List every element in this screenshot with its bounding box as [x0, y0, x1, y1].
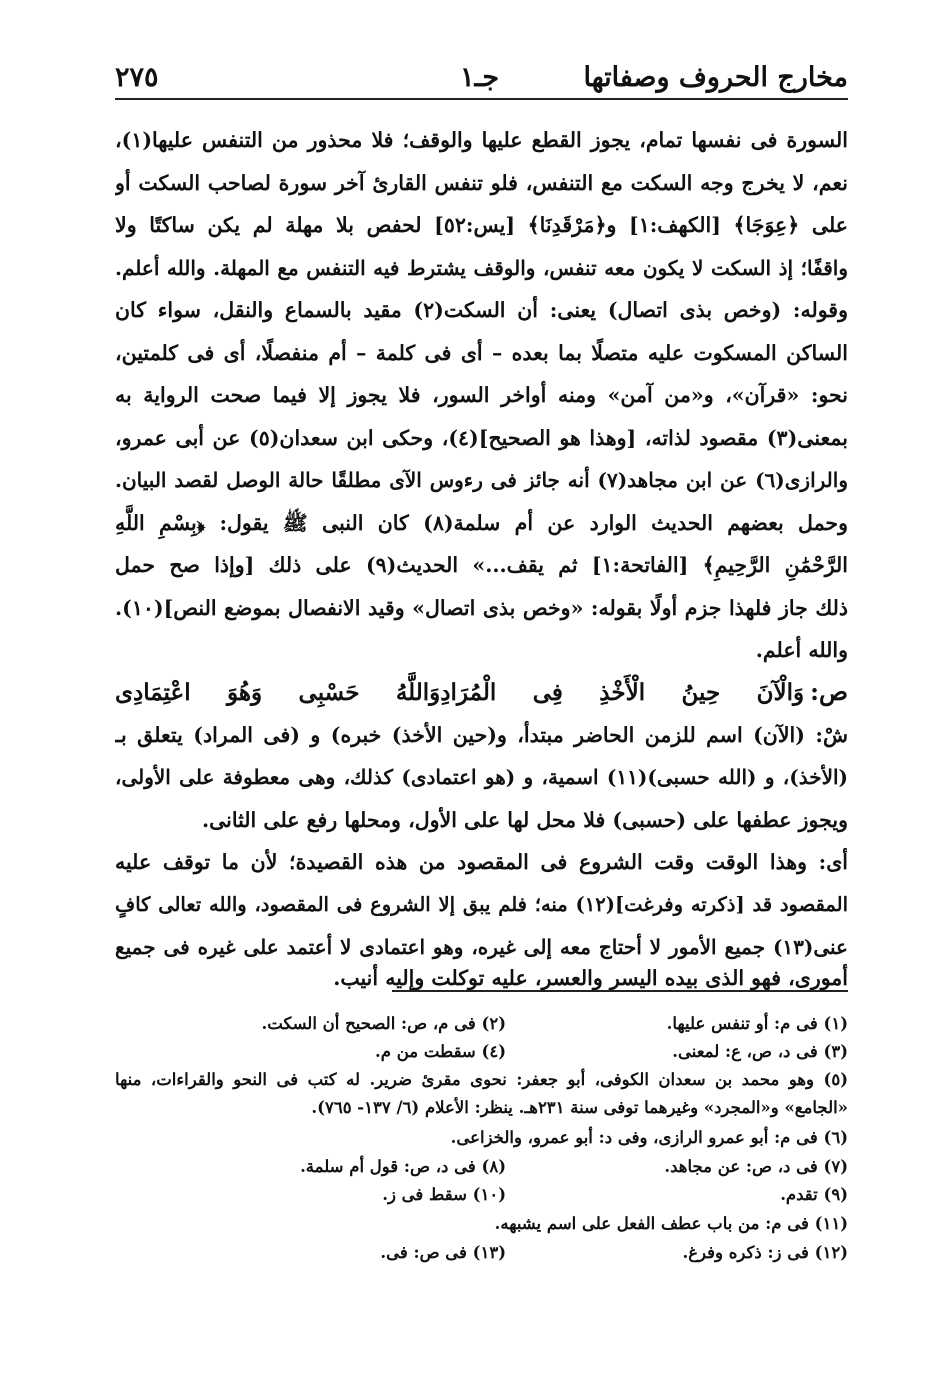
- footnote: (١٢) فى ز: ذكره وفرغ.: [682, 1243, 848, 1262]
- body-line: نعم، لا يخرج وجه السكت مع التنفس، فلو تنفس القارئ آخر سورة لصاحب السكت أو: [115, 171, 848, 195]
- body-line: واقفًا؛ إذ السكت لا يكون معه تنفس، والوقف يشترط فيه التنفس مع المهلة. والله أعلم.: [115, 256, 848, 280]
- header-rule: [115, 98, 848, 100]
- body-line: عنى(١٣) جميع الأمور لا أحتاج معه إلى غيره، وهو اعتمادى لا أعتمد على غيره فى جميع: [115, 935, 848, 959]
- body-line: وقوله: (وخص بذى اتصال) يعنى: أن السكت(٢) مقيد بالسماع والنقل، سواء كان: [115, 298, 848, 322]
- footnote: (٧) فى د، ص: عن مجاهد.: [664, 1157, 848, 1176]
- body-line: الساكن المسكوت عليه متصلًا بما بعده – أى فى كلمة – أم منفصلًا، أى فى كلمتين،: [115, 341, 848, 365]
- footnote-rule: [392, 990, 848, 992]
- body-line: والرازى(٦) عن ابن مجاهد(٧) أنه جائز فى رءوس الآى مطلقًا حالة الوصل لقصد البيان.: [115, 468, 848, 492]
- body-line: المقصود قد [ذكرته وفرغت](١٢) منه؛ فلم يبق إلا الشروع فى المقصود، والله تعالى كافٍ: [115, 893, 848, 916]
- body-line: ويجوز عطفها على (حسبى) فلا محل لها على الأول، ومحلها رفع على الثانى.: [201, 808, 848, 832]
- body-line: نحو: «قرآن»، و«من آمن» ومنه أواخر السور، فلا يجوز إلا فيما صحت الرواية به: [115, 383, 848, 407]
- verse-hemistich-2: وَاللَّهُ حَسْبِى وَهُوَ اعْتِمَادِى: [115, 679, 441, 706]
- body-line: ذلك جاز فلهذا جزم أولًا بقوله: «وخص بذى اتصال» وقيد الانفصال بموضع النص](١٠).: [115, 596, 848, 620]
- body-line: السورة فى نفسها تمام، يجوز القطع عليها والوقف؛ فلا محذور من التنفس عليها(١)،: [115, 128, 848, 152]
- footnote: (١٣) فى ص: فى.: [380, 1243, 506, 1262]
- footnote: (٥) وهو محمد بن سعدان الكوفى، أبو جعفر: نحوى مقرئ ضرير. له كتب فى النحو والقراءات، منها: [115, 1070, 848, 1089]
- footnote: (٢) فى م، ص: الصحيح أن السكت.: [261, 1014, 506, 1033]
- body-line: والله أعلم.: [755, 638, 848, 662]
- verse-line: [115, 672, 848, 712]
- body-line: الرَّحْمَٰنِ الرَّحِيمِ﴾ [الفاتحة:١] ثم يقف...» الحديث(٩) على ذلك [وإذا صح حمل: [115, 553, 848, 577]
- verse-hemistich-1: وَالْآنَ حِينُ الْأَخْذِ فِى الْمُرَادِ: [440, 679, 805, 706]
- running-header: [115, 60, 848, 100]
- footnote: (١) فى م: أو تنفس عليها.: [666, 1014, 848, 1033]
- page-number: ٢٧٥: [115, 62, 159, 93]
- body-line: (الأخذ)، و (الله حسبى)(١١) اسمية، و (هو اعتمادى) كذلك، وهى معطوفة على الأولى،: [115, 765, 848, 789]
- volume-label: جـ١: [460, 62, 500, 93]
- footnote: (٤) سقطت من م.: [375, 1042, 506, 1061]
- footnote: (١١) فى م: من باب عطف الفعل على اسم يشبهه.: [494, 1214, 848, 1233]
- body-line: شْ: (الآن) اسم للزمن الحاضر مبتدأ، و(حين الأخذ) خبره) و (فى المراد) يتعلق بـ: [115, 723, 848, 747]
- footnote: (٩) تقدم.: [780, 1185, 848, 1204]
- body-line: وحمل بعضهم الحديث الوارد عن أم سلمة(٨) كان النبى ﷺ يقول: ﴿بِسْمِ اللَّهِ: [115, 511, 848, 535]
- chapter-title: مخارج الحروف وصفاتها: [583, 62, 848, 93]
- footnote: (٨) فى د، ص: قول أم سلمة.: [300, 1157, 506, 1176]
- footnote: (٣) فى د، ص، ع: لمعنى.: [672, 1042, 848, 1061]
- body-line: أى: وهذا الوقت وقت الشروع فى المقصود من هذه القصيدة؛ لأن ما توقف عليه: [115, 850, 848, 874]
- body-line: بمعنى(٣) مقصود لذاته، [وهذا هو الصحيح](٤)، وحكى ابن سعدان(٥) عن أبى عمرو،: [115, 426, 848, 450]
- footnote: (٦) فى م: أبو عمرو الرازى، وفى د: أبو عمرو، والخزاعى.: [450, 1128, 848, 1147]
- verse-marker: ص:: [810, 677, 848, 706]
- footnote: (١٠) سقط فى ز.: [382, 1185, 506, 1204]
- footnote: «الجامع» و«المجرد» وغيرهما توفى سنة ٢٣١هـ. ينظر: الأعلام (٦/ ١٣٧- ٧٦٥).: [311, 1098, 848, 1117]
- body-line: على ﴿عِوَجَا﴾ [الكهف:١] و﴿مَرْقَدِنَا﴾ [يس:٥٢] لحفص بلا مهلة لم يكن ساكتًا ولا: [115, 213, 848, 237]
- body-line: أمورى، فهو الذى بيده اليسر والعسر، عليه توكلت وإليه أنيب.: [333, 966, 848, 990]
